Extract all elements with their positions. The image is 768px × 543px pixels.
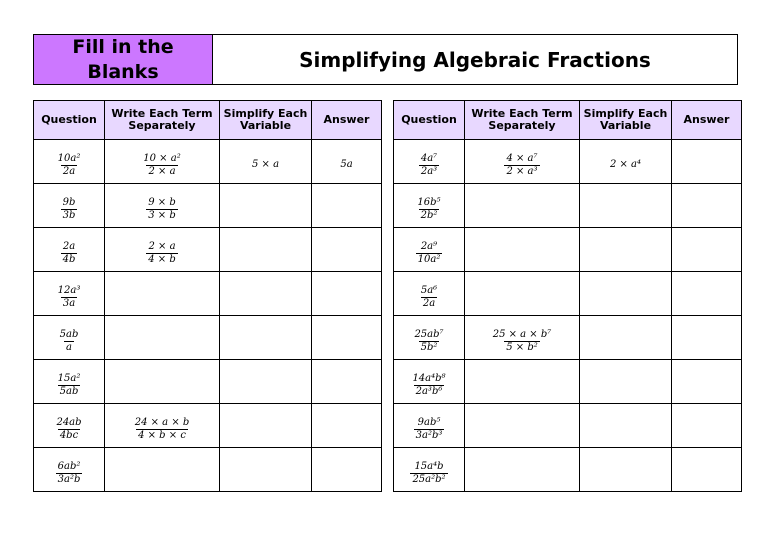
question-denominator: 4bc <box>59 429 79 441</box>
terms-numerator: 4 × a⁷ <box>506 152 538 164</box>
answer-cell[interactable] <box>312 184 382 228</box>
terms-numerator: 9 × b <box>148 196 176 208</box>
question-numerator: 24ab <box>56 416 82 428</box>
question-denominator: 2a <box>62 165 76 177</box>
question-numerator: 14a⁴b⁸ <box>412 372 446 384</box>
question-cell <box>34 316 105 360</box>
question-denominator: 2a <box>422 297 436 309</box>
table-row <box>34 140 382 184</box>
header-row <box>34 101 382 140</box>
terms-denominator: 5 × b² <box>506 341 538 353</box>
question-fraction <box>419 285 439 310</box>
question-numerator: 6ab² <box>57 460 81 472</box>
question-cell <box>394 140 465 184</box>
column-header: Simplify Each Variable <box>220 101 312 140</box>
terms-fraction <box>146 197 178 222</box>
question-fraction <box>61 197 78 222</box>
simplify-cell[interactable] <box>580 228 672 272</box>
write-terms-cell[interactable] <box>105 448 220 492</box>
question-denominator: 5ab <box>59 385 79 397</box>
question-numerator: 16b⁵ <box>417 196 441 208</box>
question-fraction <box>414 417 445 442</box>
simplify-value: 2 × a⁴ <box>609 159 642 170</box>
question-denominator: 3a²b³ <box>415 429 443 441</box>
question-numerator: 5a⁶ <box>420 284 438 296</box>
write-terms-cell[interactable] <box>465 404 580 448</box>
write-terms-cell[interactable] <box>465 272 580 316</box>
write-terms-cell[interactable] <box>105 228 220 272</box>
simplify-cell[interactable] <box>580 316 672 360</box>
label-line-2: Blanks <box>87 60 159 83</box>
simplify-cell[interactable] <box>580 360 672 404</box>
table-row <box>394 184 742 228</box>
simplify-cell[interactable] <box>220 448 312 492</box>
question-cell <box>34 184 105 228</box>
question-numerator: 2a⁹ <box>420 240 438 252</box>
write-terms-cell[interactable] <box>465 140 580 184</box>
question-numerator: 2a <box>62 240 76 252</box>
question-numerator: 25ab⁷ <box>414 328 444 340</box>
write-terms-cell[interactable] <box>465 316 580 360</box>
terms-denominator: 3 × b <box>148 209 176 221</box>
question-fraction <box>61 241 78 266</box>
simplify-cell[interactable] <box>220 272 312 316</box>
write-terms-cell[interactable] <box>105 184 220 228</box>
answer-cell[interactable] <box>672 448 742 492</box>
column-header: Write Each Term Separately <box>105 101 220 140</box>
terms-numerator: 24 × a × b <box>134 416 190 428</box>
simplify-cell[interactable] <box>220 316 312 360</box>
table-row <box>34 360 382 404</box>
simplify-cell[interactable] <box>580 448 672 492</box>
answer-cell[interactable] <box>672 404 742 448</box>
answer-cell[interactable] <box>312 316 382 360</box>
question-cell <box>394 316 465 360</box>
terms-denominator: 2 × a <box>148 165 176 177</box>
question-fraction <box>56 153 83 178</box>
worksheet-title: Simplifying Algebraic Fractions <box>213 34 738 85</box>
question-denominator: 3a <box>62 297 76 309</box>
table-row <box>394 272 742 316</box>
answer-cell[interactable] <box>672 272 742 316</box>
question-fraction <box>419 153 439 178</box>
question-numerator: 9b <box>62 196 76 208</box>
terms-numerator: 2 × a <box>148 240 176 252</box>
table-row <box>394 448 742 492</box>
answer-cell[interactable] <box>312 140 382 184</box>
terms-denominator: 4 × b × c <box>138 429 186 441</box>
question-fraction <box>56 373 83 398</box>
answer-cell[interactable] <box>312 272 382 316</box>
write-terms-cell[interactable] <box>105 360 220 404</box>
terms-denominator: 4 × b <box>148 253 176 265</box>
answer-cell[interactable] <box>312 360 382 404</box>
simplify-cell[interactable] <box>580 184 672 228</box>
question-numerator: 4a⁷ <box>420 152 438 164</box>
question-cell <box>34 140 105 184</box>
answer-cell[interactable] <box>672 140 742 184</box>
answer-cell[interactable] <box>672 316 742 360</box>
column-header: Simplify Each Variable <box>580 101 672 140</box>
question-cell <box>394 184 465 228</box>
question-cell <box>394 272 465 316</box>
write-terms-cell[interactable] <box>465 184 580 228</box>
table-row <box>34 448 382 492</box>
table-row <box>394 316 742 360</box>
question-cell <box>394 228 465 272</box>
question-denominator: 2b² <box>420 209 438 221</box>
question-numerator: 9ab⁵ <box>417 416 441 428</box>
simplify-cell[interactable] <box>220 184 312 228</box>
answer-cell[interactable] <box>672 184 742 228</box>
table-row <box>34 316 382 360</box>
label-line-1: Fill in the <box>72 35 174 58</box>
write-terms-cell[interactable] <box>105 404 220 448</box>
table-row <box>394 360 742 404</box>
question-cell <box>34 404 105 448</box>
question-fraction <box>415 197 442 222</box>
answer-cell[interactable] <box>312 404 382 448</box>
question-denominator: 25a²b² <box>412 473 446 485</box>
terms-fraction <box>141 153 182 178</box>
simplify-cell[interactable] <box>580 272 672 316</box>
question-fraction <box>416 241 443 266</box>
terms-fraction <box>146 241 178 266</box>
simplify-cell[interactable] <box>220 404 312 448</box>
question-denominator: 3a²b <box>57 473 81 485</box>
column-header: Answer <box>672 101 742 140</box>
question-denominator: 2a³ <box>420 165 438 177</box>
question-denominator: 3b <box>62 209 76 221</box>
answer-cell[interactable] <box>312 448 382 492</box>
question-fraction <box>410 461 447 486</box>
answer-cell[interactable] <box>312 228 382 272</box>
terms-fraction <box>133 417 192 442</box>
write-terms-cell[interactable] <box>465 448 580 492</box>
question-numerator: 10a² <box>57 152 81 164</box>
question-cell <box>394 360 465 404</box>
question-numerator: 5ab <box>59 328 79 340</box>
column-header: Question <box>394 101 465 140</box>
simplify-cell[interactable] <box>220 360 312 404</box>
column-header: Write Each Term Separately <box>465 101 580 140</box>
write-terms-cell[interactable] <box>105 272 220 316</box>
fill-in-blanks-label <box>33 34 213 85</box>
question-fraction <box>56 285 83 310</box>
question-denominator: 10a² <box>417 253 441 265</box>
terms-fraction <box>491 329 554 354</box>
table-row <box>394 228 742 272</box>
simplify-cell[interactable] <box>220 140 312 184</box>
column-header: Question <box>34 101 105 140</box>
question-denominator: a <box>66 341 72 353</box>
terms-denominator: 2 × a³ <box>506 165 538 177</box>
question-denominator: 4b <box>62 253 76 265</box>
question-cell <box>394 404 465 448</box>
question-cell <box>34 360 105 404</box>
question-fraction <box>54 417 83 442</box>
answer-cell[interactable] <box>672 228 742 272</box>
question-fraction <box>412 329 445 354</box>
write-terms-cell[interactable] <box>465 360 580 404</box>
right-worksheet-table <box>393 100 742 492</box>
simplify-cell[interactable] <box>220 228 312 272</box>
header-row <box>394 101 742 140</box>
question-numerator: 15a⁴b <box>414 460 444 472</box>
write-terms-cell[interactable] <box>105 140 220 184</box>
question-cell <box>34 448 105 492</box>
answer-value: 5a <box>340 159 353 170</box>
table-row <box>34 228 382 272</box>
column-header: Answer <box>312 101 382 140</box>
question-fraction <box>410 373 447 398</box>
question-cell <box>34 228 105 272</box>
terms-fraction <box>504 153 539 178</box>
terms-numerator: 25 × a × b⁷ <box>492 328 552 340</box>
table-row <box>34 184 382 228</box>
table-row <box>34 404 382 448</box>
simplify-cell[interactable] <box>580 404 672 448</box>
simplify-cell[interactable] <box>580 140 672 184</box>
simplify-value: 5 × a <box>251 159 280 170</box>
question-numerator: 12a³ <box>57 284 81 296</box>
terms-numerator: 10 × a² <box>143 152 181 164</box>
question-cell <box>34 272 105 316</box>
table-row <box>394 404 742 448</box>
write-terms-cell[interactable] <box>105 316 220 360</box>
table-row <box>34 272 382 316</box>
question-denominator: 2a³b⁶ <box>415 385 443 397</box>
question-cell <box>394 448 465 492</box>
question-fraction <box>58 329 81 354</box>
write-terms-cell[interactable] <box>465 228 580 272</box>
question-denominator: 5b² <box>420 341 438 353</box>
question-numerator: 15a² <box>57 372 81 384</box>
question-fraction <box>56 461 83 486</box>
table-row <box>394 140 742 184</box>
left-worksheet-table <box>33 100 382 492</box>
answer-cell[interactable] <box>672 360 742 404</box>
